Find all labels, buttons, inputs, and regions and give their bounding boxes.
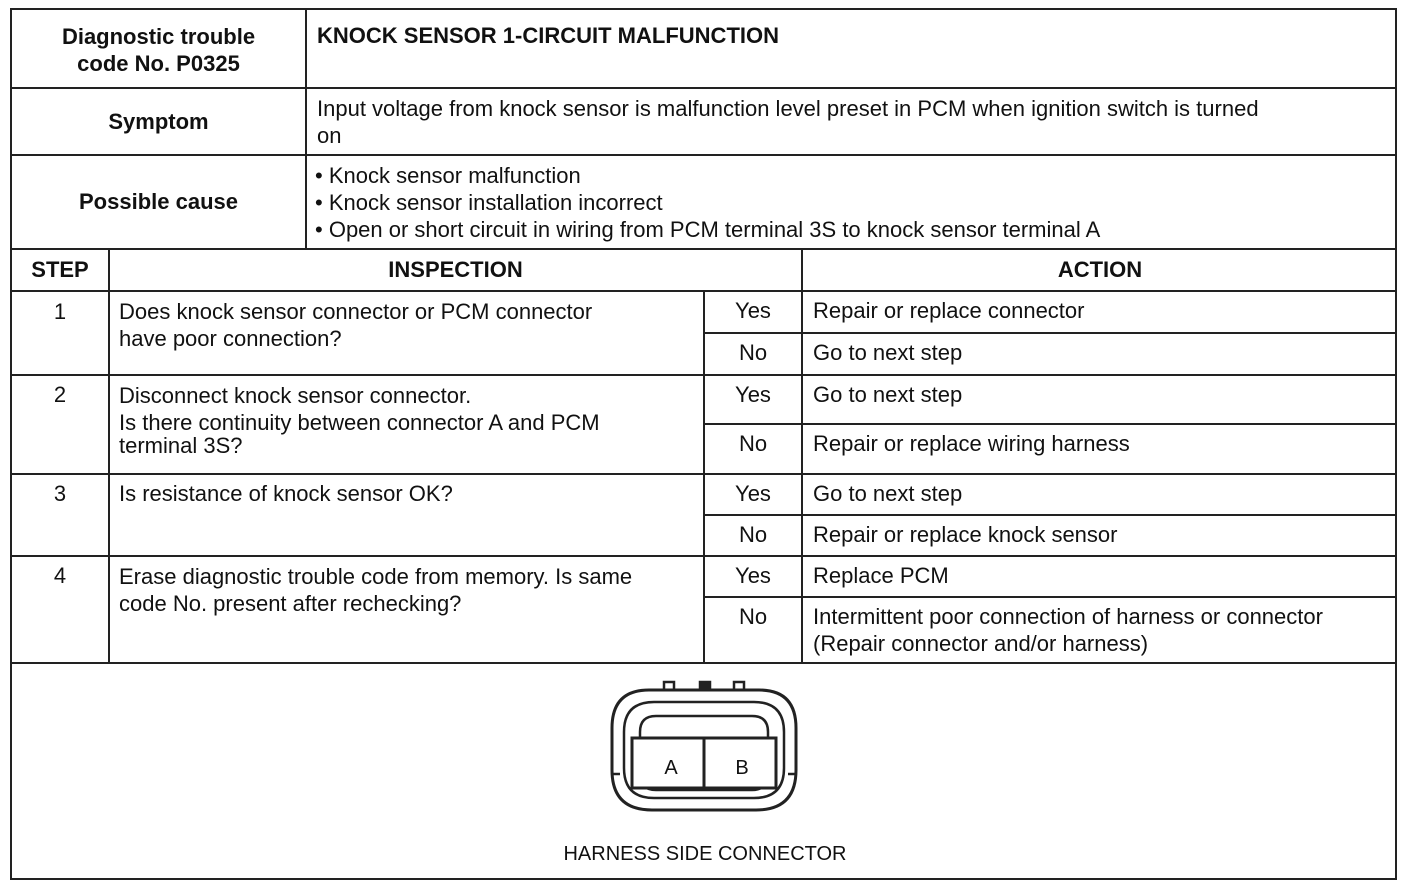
connector-caption: HARNESS SIDE CONNECTOR — [563, 843, 847, 865]
yes-action: Repair or replace connector — [813, 298, 1085, 323]
dtc-label-line1: Diagnostic trouble — [61, 24, 256, 49]
yes-action: Go to next step — [813, 481, 963, 506]
inspection-line: code No. present after rechecking? — [119, 591, 462, 616]
inspection-line: have poor connection? — [119, 326, 342, 351]
rule-below-symptom — [10, 154, 1397, 156]
terminal-b-label: B — [735, 757, 749, 779]
inspection-line: terminal 3S? — [119, 433, 243, 458]
terminal-a-label: A — [664, 757, 678, 779]
bullet: • — [315, 163, 323, 188]
dtc-title: KNOCK SENSOR 1-CIRCUIT MALFUNCTION — [317, 23, 779, 48]
dtc-label — [12, 23, 305, 77]
no-action: Repair or replace knock sensor — [813, 522, 1118, 547]
column-header-action: ACTION — [1057, 257, 1143, 282]
yes-label: Yes — [735, 298, 771, 323]
dtc-label-line2: code No. P0325 — [77, 51, 240, 76]
no-action: Go to next step — [813, 340, 963, 365]
cause-text: Knock sensor malfunction — [328, 163, 581, 188]
list-item — [315, 216, 1100, 243]
inspection-line: Does knock sensor connector or PCM connector — [119, 299, 593, 324]
rule-step3-yes-no — [703, 514, 1397, 516]
yes-label: Yes — [735, 382, 771, 407]
possible-cause-label: Possible cause — [79, 189, 238, 214]
step-inspection — [119, 298, 592, 352]
step-inspection — [119, 480, 453, 507]
action-line: (Repair connector and/or harness) — [813, 631, 1149, 656]
yes-action: Replace PCM — [813, 563, 949, 588]
cause-text: Knock sensor installation incorrect — [328, 190, 663, 215]
no-label: No — [738, 340, 768, 365]
step-number: 1 — [53, 299, 67, 324]
yes-label: Yes — [735, 563, 771, 588]
harness-connector-diagram — [604, 678, 804, 818]
step-number: 4 — [53, 563, 67, 588]
inspection-line: Is there continuity between connector A and PCM — [119, 410, 600, 435]
inspection-line: Disconnect knock sensor connector. — [119, 383, 472, 408]
inspection-line: Is resistance of knock sensor OK? — [119, 481, 453, 506]
rule-step4-yes-no — [703, 596, 1397, 598]
list-item — [315, 162, 1100, 189]
column-header-inspection: INSPECTION — [388, 257, 523, 282]
step-number: 2 — [53, 382, 67, 407]
symptom-line: Input voltage from knock sensor is malfunction level preset in PCM when ignition switch is turned — [317, 96, 1259, 121]
rule-step2-yes-no — [703, 423, 1397, 425]
yes-label: Yes — [735, 481, 771, 506]
action-line: Intermittent poor connection of harness or connector — [813, 604, 1323, 629]
rule-below-cause — [10, 248, 1397, 250]
symptom-label: Symptom — [108, 109, 209, 134]
possible-cause-list — [315, 162, 1100, 243]
no-action: Repair or replace wiring harness — [813, 431, 1130, 456]
rule-header-divider — [305, 8, 307, 250]
no-label: No — [738, 604, 768, 629]
inspection-line: Erase diagnostic trouble code from memory. Is same — [119, 564, 633, 589]
step-number: 3 — [53, 481, 67, 506]
bullet: • — [315, 190, 323, 215]
rule-below-dtc — [10, 87, 1397, 89]
column-header-step: STEP — [31, 257, 89, 282]
step-inspection — [119, 382, 600, 459]
yes-action: Go to next step — [813, 382, 963, 407]
cause-text: Open or short circuit in wiring from PCM terminal 3S to knock sensor terminal A — [328, 217, 1101, 242]
symptom-text — [317, 95, 1259, 149]
list-item — [315, 189, 1100, 216]
no-label: No — [738, 431, 768, 456]
rule-step1-yes-no — [703, 332, 1397, 334]
step-inspection — [119, 563, 632, 617]
no-action — [813, 603, 1323, 657]
rule-step-column — [108, 248, 110, 664]
bullet: • — [315, 217, 323, 242]
rule-action-left — [801, 248, 803, 664]
no-label: No — [738, 522, 768, 547]
symptom-line: on — [317, 123, 342, 148]
